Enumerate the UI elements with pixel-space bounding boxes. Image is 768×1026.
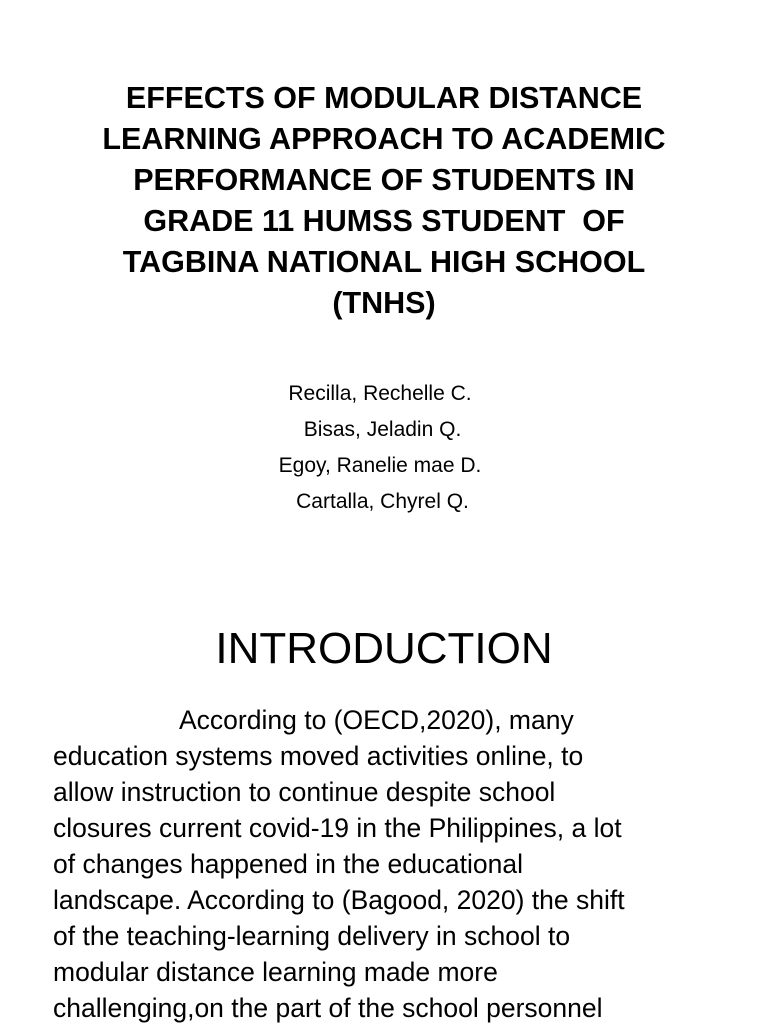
title-line: PERFORMANCE OF STUDENTS IN (133, 163, 635, 197)
document-title (30, 78, 738, 324)
paragraph-line: modular distance learning made more (53, 957, 498, 987)
title-line: (TNHS) (332, 286, 436, 320)
title-line: GRADE 11 HUMSS STUDENT OF (143, 204, 625, 238)
author-name: Cartalla, Chyrel Q. (296, 490, 469, 513)
paragraph-line: of the teaching-learning delivery in school to (53, 921, 571, 951)
title-line: TAGBINA NATIONAL HIGH SCHOOL (122, 245, 646, 279)
paragraph-line: closures current covid-19 in the Philippines, a lot (53, 813, 622, 843)
paragraph-line: of changes happened in the educational (53, 849, 524, 879)
introduction-paragraph (53, 702, 753, 1026)
introduction-heading: INTRODUCTION (215, 624, 553, 673)
author-list (0, 376, 768, 520)
author-name: Egoy, Ranelie mae D. (278, 454, 482, 477)
paragraph-line: landscape. According to (Bagood, 2020) the shift (53, 885, 625, 915)
author-name: Recilla, Rechelle C. (288, 382, 472, 405)
title-line: EFFECTS OF MODULAR DISTANCE (125, 81, 643, 115)
author-name: Bisas, Jeladin Q. (303, 418, 462, 441)
paragraph-line: education systems moved activities online, to (53, 741, 584, 771)
title-line: LEARNING APPROACH TO ACADEMIC (102, 122, 666, 156)
paragraph-line: challenging,on the part of the school personnel (53, 993, 603, 1023)
paragraph-line: allow instruction to continue despite school (53, 777, 556, 807)
paragraph-line: According to (OECD,2020), many (179, 705, 574, 735)
